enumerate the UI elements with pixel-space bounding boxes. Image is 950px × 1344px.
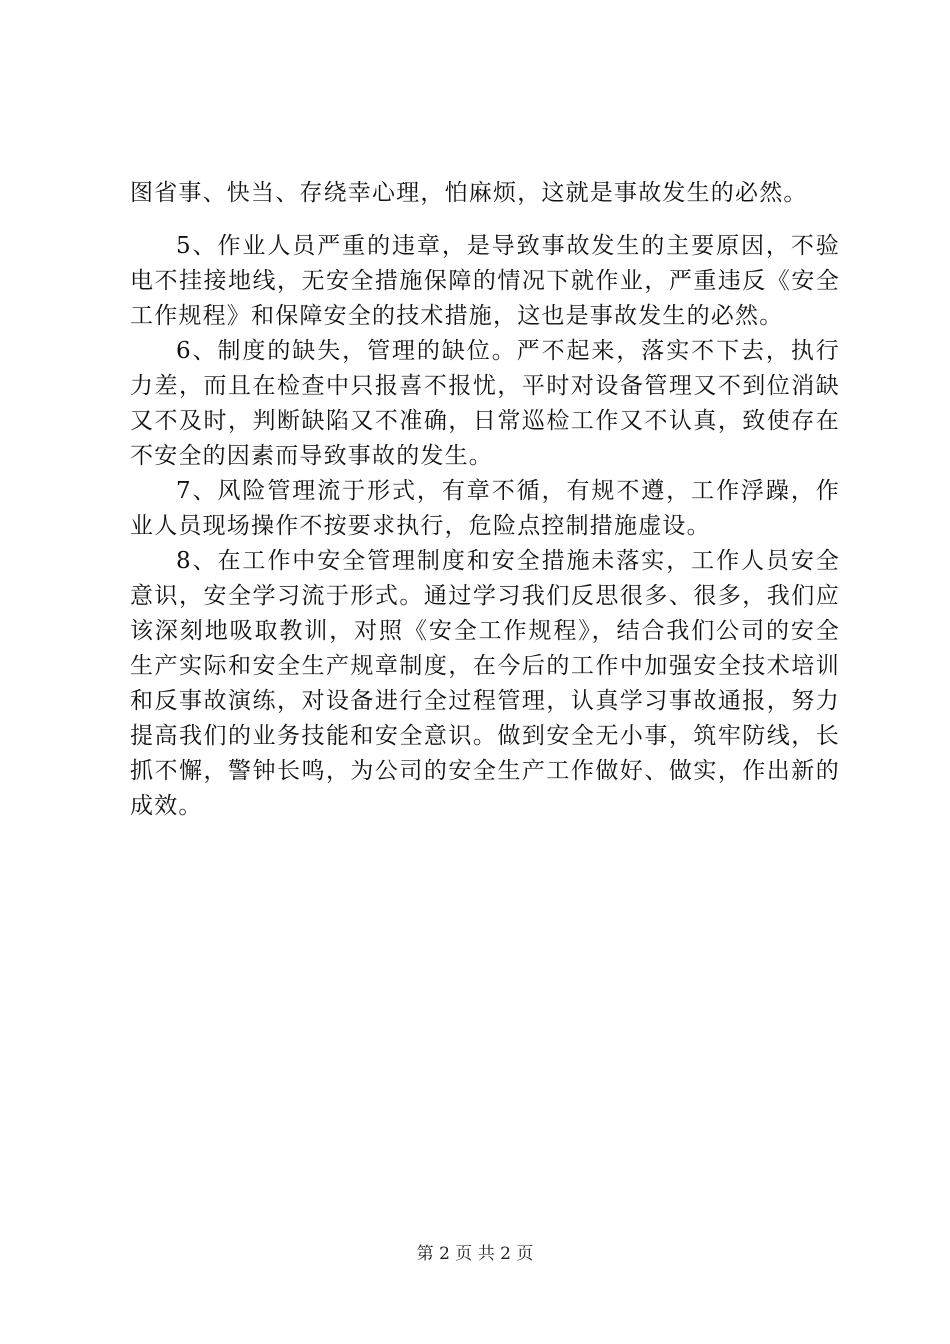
- page-footer: 第 2 页 共 2 页: [416, 1244, 534, 1264]
- paragraph-item-8: 8、在工作中安全管理制度和安全措施未落实，工作人员安全意识，安全学习流于形式。通过学习我们反思很多、很多，我们应该深刻地吸取教训，对照《安全工作规程》，结合我们公司的安全生产实际和安全生产规章制度，在今后的工作中加强安全技术培训和反事故演练，对设备进行全过程管理，认真学习事故通报，努力提高我们的业务技能和安全意识。做到安全无小事，筑牢防线，长抓不懈，警钟长鸣，为公司的安全生产工作做好、做实，作出新的成效。: [130, 548, 840, 819]
- paragraph-continuation: 图省事、快当、存绕幸心理，怕麻烦，这就是事故发生的必然。: [130, 180, 808, 206]
- paragraph-item-7: 7、风险管理流于形式，有章不循，有规不遵，工作浮躁，作业人员现场操作不按要求执行，危险点控制措施虚设。: [130, 478, 840, 539]
- paragraph-item-6: 6、制度的缺失，管理的缺位。严不起来，落实不下去，执行力差，而且在检查中只报喜不报忧，平时对设备管理又不到位消缺又不及时，判断缺陷又不准确，日常巡检工作又不认真，致使存在不安全的因素而导致事故的发生。: [130, 338, 840, 469]
- document-body: [130, 176, 840, 824]
- paragraph-item-5: 5、作业人员严重的违章，是导致事故发生的主要原因，不验电不挂接地线，无安全措施保障的情况下就作业，严重违反《安全工作规程》和保障安全的技术措施，这也是事故发生的必然。: [130, 233, 840, 329]
